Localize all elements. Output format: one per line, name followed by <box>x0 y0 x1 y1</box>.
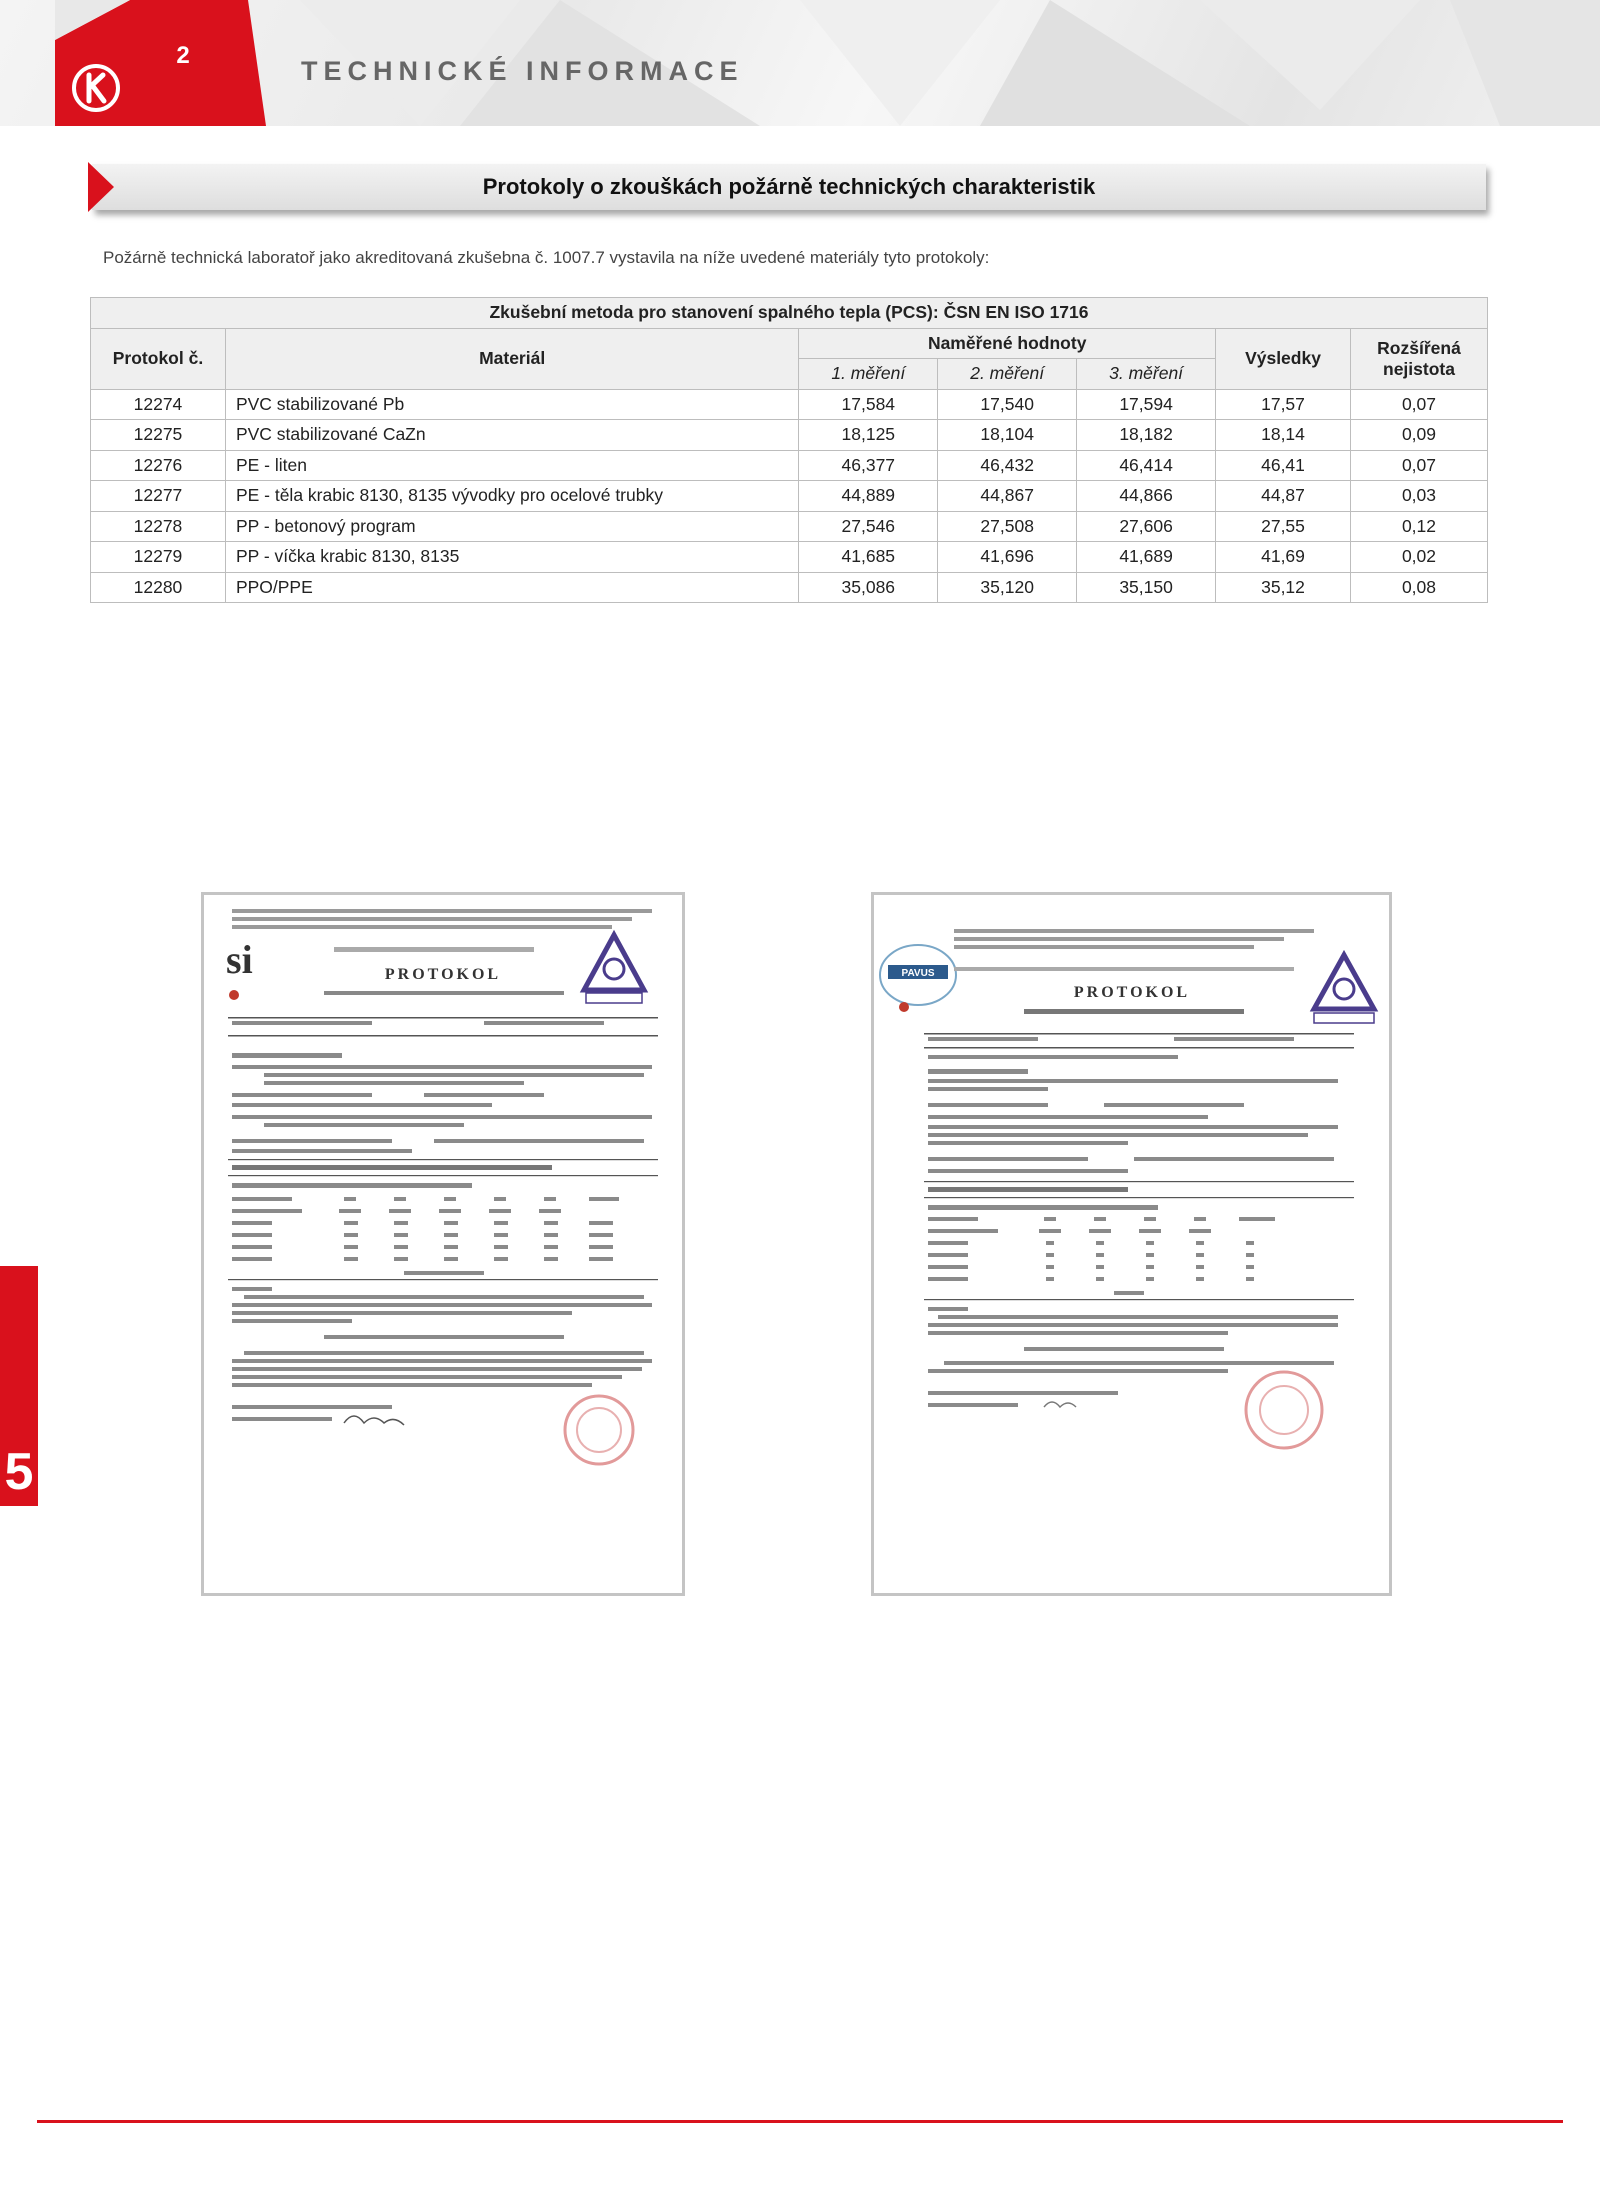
protocol-document-2 <box>871 892 1392 1596</box>
cell-m2: 46,432 <box>938 450 1077 481</box>
cell-result: 44,87 <box>1216 481 1351 512</box>
cell-uncertainty: 0,12 <box>1350 511 1487 542</box>
cell-protocol: 12280 <box>91 572 226 603</box>
cell-m1: 46,377 <box>799 450 938 481</box>
cell-m3: 27,606 <box>1077 511 1216 542</box>
cell-protocol: 12277 <box>91 481 226 512</box>
table-row <box>91 572 1488 603</box>
cell-m1: 44,889 <box>799 481 938 512</box>
cell-m2: 44,867 <box>938 481 1077 512</box>
cell-result: 41,69 <box>1216 542 1351 573</box>
document-heading: PROTOKOL <box>384 966 502 983</box>
cell-uncertainty: 0,09 <box>1350 420 1487 451</box>
cell-protocol: 12274 <box>91 389 226 420</box>
chapter-number: 5 <box>4 1443 34 1501</box>
header-measured: Naměřené hodnoty <box>799 328 1216 359</box>
intro-text: Požárně technická laboratoř jako akreditovaná zkušebna č. 1007.7 vystavila na níže uvedené materiály tyto protokoly: <box>103 248 990 267</box>
document-heading: PROTOKOL <box>1073 984 1191 1001</box>
header-protocol: Protokol č. <box>91 328 226 389</box>
table-row <box>91 389 1488 420</box>
cell-material: PP - betonový program <box>225 511 798 542</box>
cell-material: PVC stabilizované CaZn <box>225 420 798 451</box>
cell-m1: 35,086 <box>799 572 938 603</box>
stamp-icon <box>1246 1372 1322 1448</box>
table-row <box>91 420 1488 451</box>
page-number: 2 <box>176 42 190 69</box>
header-material: Materiál <box>225 328 798 389</box>
cell-m2: 27,508 <box>938 511 1077 542</box>
cell-protocol: 12276 <box>91 450 226 481</box>
svg-text:si: si <box>226 937 253 982</box>
cell-m1: 17,584 <box>799 389 938 420</box>
cell-m3: 41,689 <box>1077 542 1216 573</box>
cell-protocol: 12275 <box>91 420 226 451</box>
cell-m1: 18,125 <box>799 420 938 451</box>
cell-result: 17,57 <box>1216 389 1351 420</box>
protocol-document-1-image <box>204 895 682 1593</box>
table-row <box>91 481 1488 512</box>
table-caption: Zkušební metoda pro stanovení spalného tepla (PCS): ČSN EN ISO 1716 <box>91 298 1488 329</box>
cell-result: 27,55 <box>1216 511 1351 542</box>
pavus-logo-text: PAVUS <box>901 968 935 979</box>
header-m2: 2. měření <box>938 359 1077 390</box>
header-red-tab <box>0 0 270 126</box>
header-m3: 3. měření <box>1077 359 1216 390</box>
protocol-document-1 <box>201 892 685 1596</box>
cell-m3: 46,414 <box>1077 450 1216 481</box>
cell-m1: 41,685 <box>799 542 938 573</box>
logo-triangle-icon <box>1314 955 1374 1023</box>
cell-material: PPO/PPE <box>225 572 798 603</box>
cell-uncertainty: 0,02 <box>1350 542 1487 573</box>
cell-m2: 17,540 <box>938 389 1077 420</box>
protocol-document-2-image <box>874 895 1389 1593</box>
cell-uncertainty: 0,03 <box>1350 481 1487 512</box>
table-row <box>91 511 1488 542</box>
cell-uncertainty: 0,08 <box>1350 572 1487 603</box>
stamp-icon <box>565 1396 633 1464</box>
header-m1: 1. měření <box>799 359 938 390</box>
cell-uncertainty: 0,07 <box>1350 389 1487 420</box>
logo-triangle-icon <box>584 935 644 1003</box>
cell-result: 35,12 <box>1216 572 1351 603</box>
cell-m2: 41,696 <box>938 542 1077 573</box>
cell-m3: 35,150 <box>1077 572 1216 603</box>
header-title: TECHNICKÉ INFORMACE <box>301 56 744 86</box>
cell-material: PVC stabilizované Pb <box>225 389 798 420</box>
cell-material: PE - liten <box>225 450 798 481</box>
cell-protocol: 12278 <box>91 511 226 542</box>
header-results: Výsledky <box>1216 328 1351 389</box>
cell-m2: 35,120 <box>938 572 1077 603</box>
cell-protocol: 12279 <box>91 542 226 573</box>
cell-m2: 18,104 <box>938 420 1077 451</box>
cell-m3: 44,866 <box>1077 481 1216 512</box>
section-title: Protokoly o zkouškách požárně technických charakteristik <box>482 174 1096 199</box>
company-logo-icon <box>70 62 122 114</box>
cell-material: PE - těla krabic 8130, 8135 vývodky pro ocelové trubky <box>225 481 798 512</box>
cell-uncertainty: 0,07 <box>1350 450 1487 481</box>
table-row <box>91 450 1488 481</box>
footer-divider <box>37 2120 1563 2123</box>
cell-m3: 17,594 <box>1077 389 1216 420</box>
table-row <box>91 542 1488 573</box>
cell-material: PP - víčka krabic 8130, 8135 <box>225 542 798 573</box>
cell-result: 46,41 <box>1216 450 1351 481</box>
cell-result: 18,14 <box>1216 420 1351 451</box>
results-table <box>90 297 1488 603</box>
header-uncertainty: Rozšířená nejistota <box>1350 328 1487 389</box>
pavus-logo-icon <box>880 945 956 1012</box>
cell-m3: 18,182 <box>1077 420 1216 451</box>
cell-m1: 27,546 <box>799 511 938 542</box>
